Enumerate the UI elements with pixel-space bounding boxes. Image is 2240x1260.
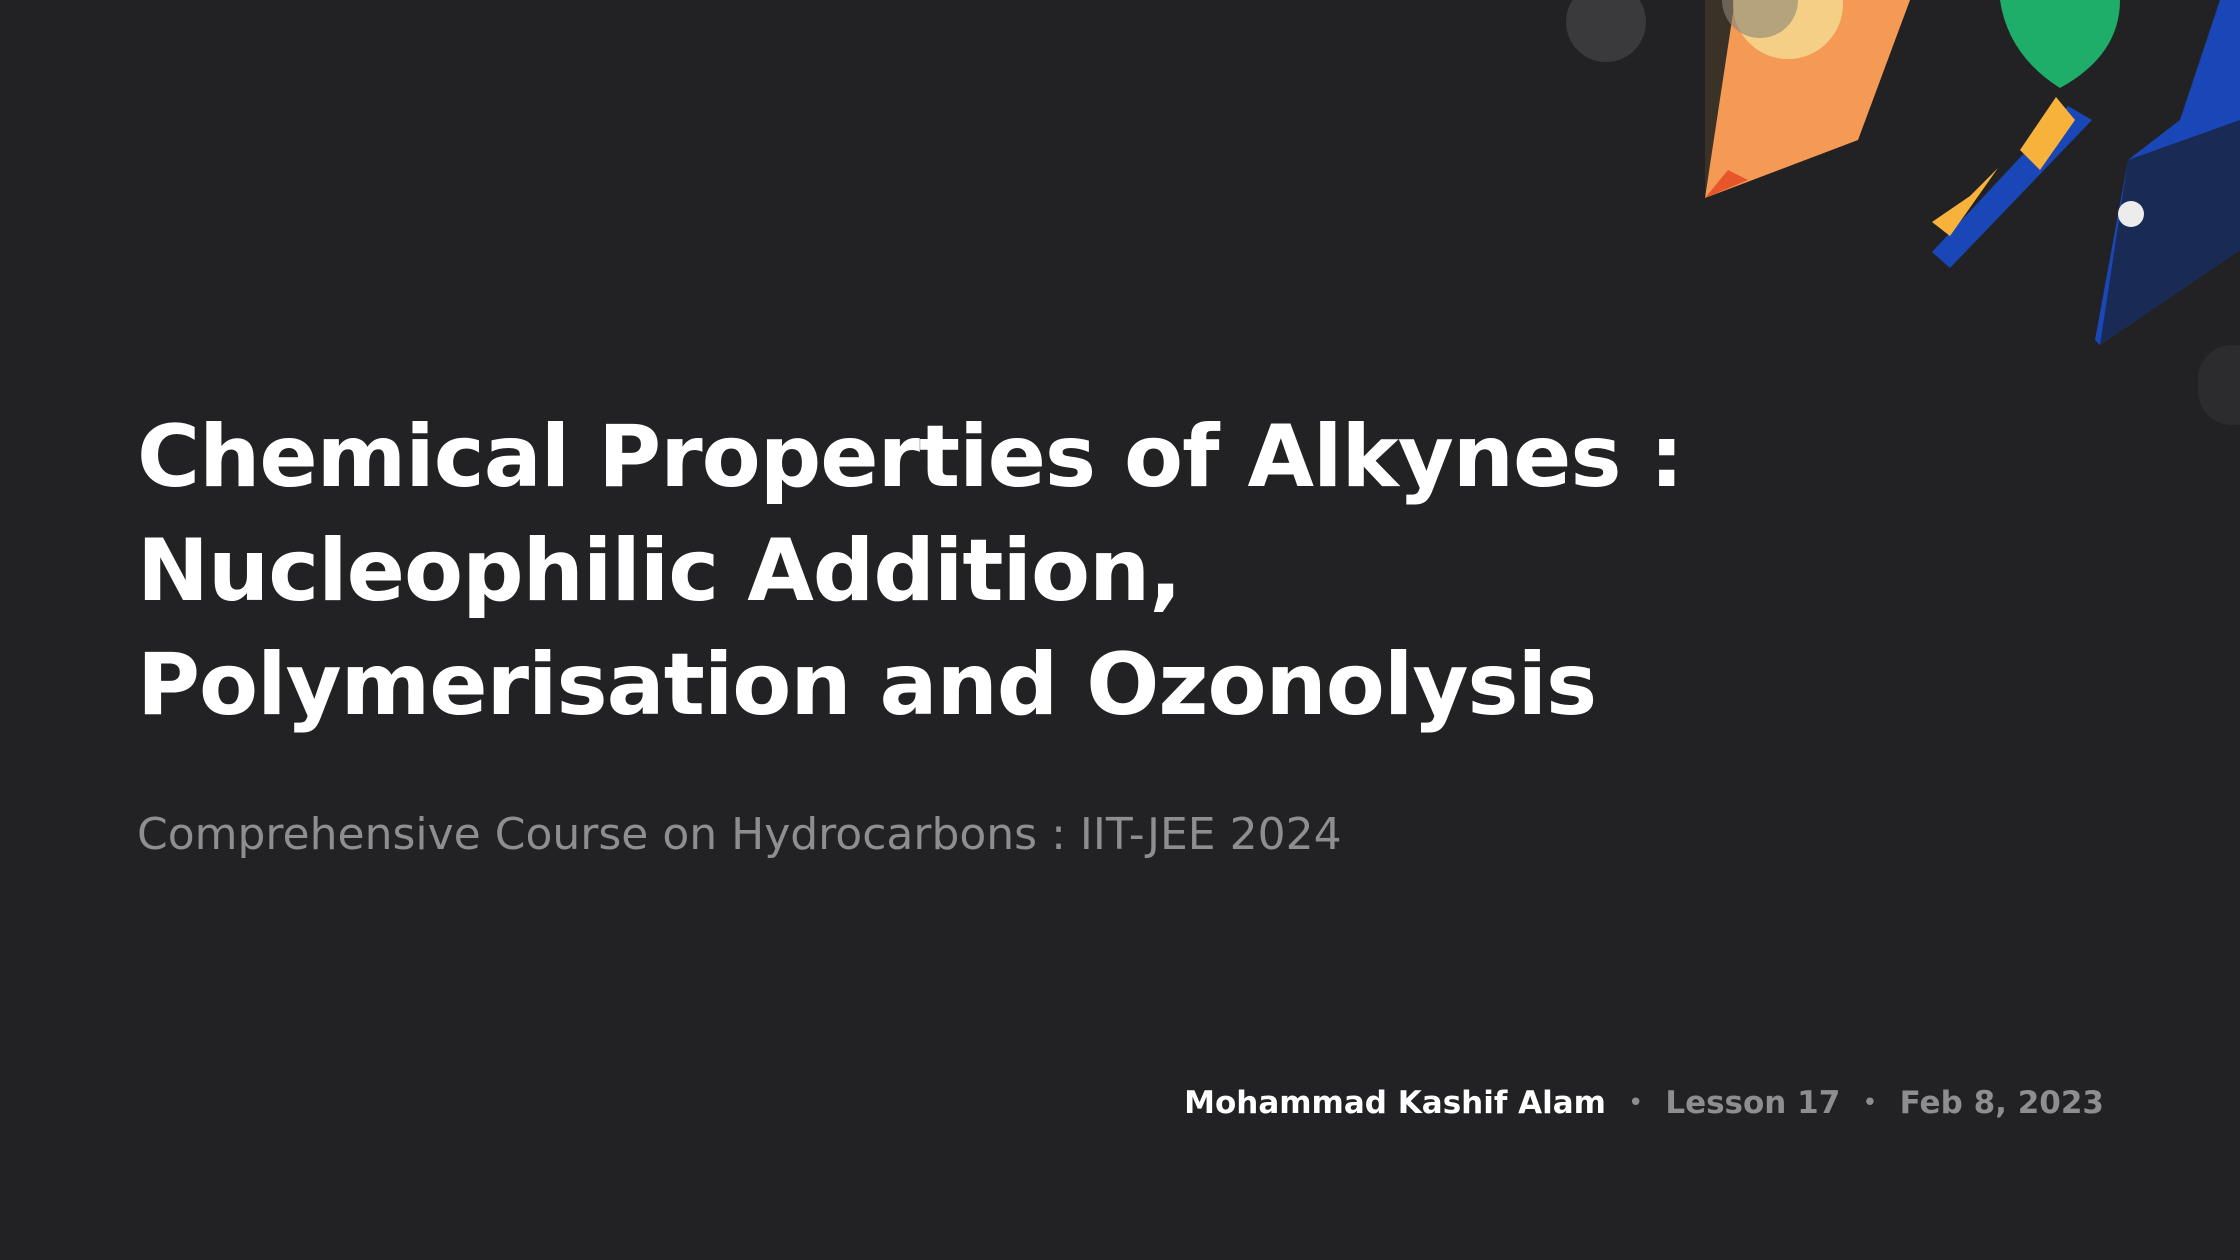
blue-pencil-shadow bbox=[2100, 120, 2240, 345]
lesson-footer bbox=[1184, 1083, 2104, 1123]
separator-dot: • bbox=[1862, 1088, 1878, 1118]
lesson-title-line-1: Chemical Properties of Alkynes : bbox=[137, 407, 1683, 507]
lesson-title-line-2: Nucleophilic Addition, bbox=[137, 521, 1181, 621]
lesson-number: Lesson 17 bbox=[1665, 1085, 1841, 1121]
lesson-title-line-3: Polymerisation and Ozonolysis bbox=[137, 635, 1597, 735]
grey-circle-shape bbox=[1566, 0, 1646, 62]
lesson-date: Feb 8, 2023 bbox=[1899, 1085, 2104, 1121]
separator-dot: • bbox=[1627, 1088, 1644, 1118]
grey-edge-shape bbox=[2198, 345, 2240, 425]
blue-bowtie-shape bbox=[1932, 106, 2092, 268]
lesson-title bbox=[137, 400, 1737, 742]
white-dot-shape bbox=[2118, 201, 2144, 227]
decorative-shapes-illustration bbox=[1480, 0, 2240, 460]
educator-name: Mohammad Kashif Alam bbox=[1184, 1085, 1606, 1121]
green-leaf-shape bbox=[2000, 0, 2120, 88]
course-subtitle: Comprehensive Course on Hydrocarbons : IIT-JEE 2024 bbox=[137, 809, 1342, 860]
